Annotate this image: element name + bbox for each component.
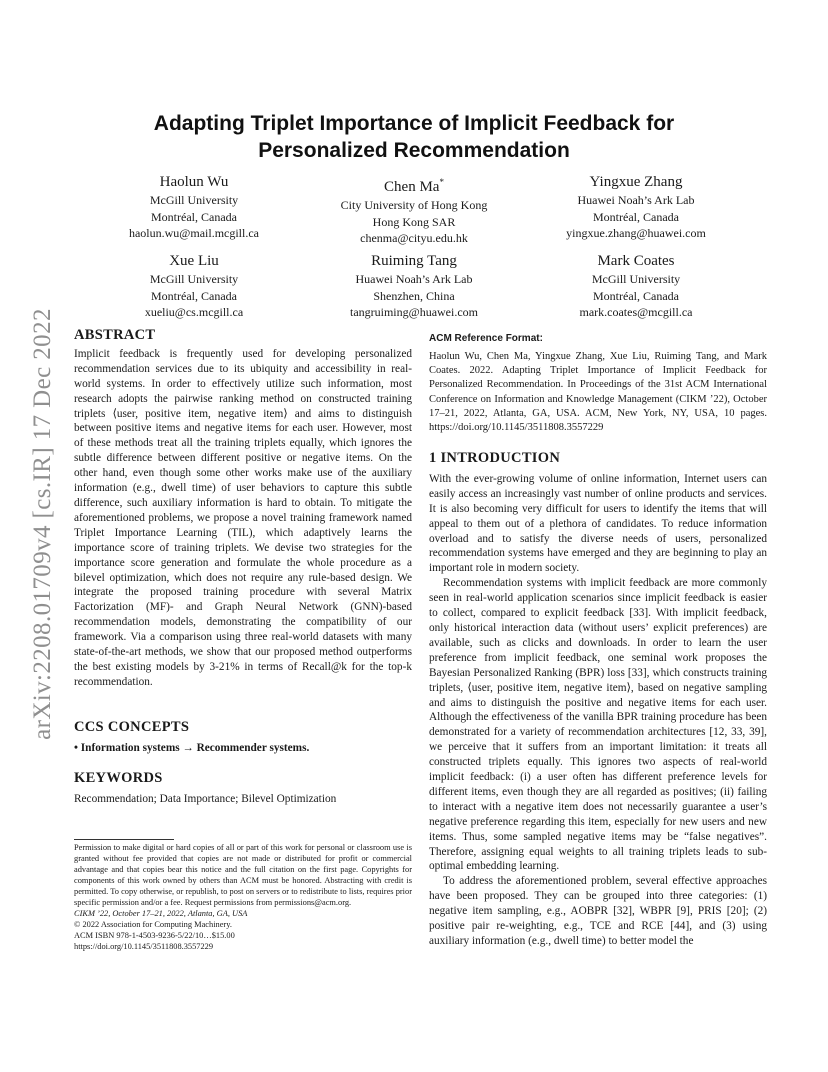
author-block: [294, 173, 534, 247]
abstract-text: Implicit feedback is frequently used for developing personalized recommendation services due to its ubiquity and accessibility in real-world systems. In order to effectively utilize such information, most research adopts the pairwise ranking method on constructed training triplets ⟨user, positive item, negative item⟩ and aims to distinguish between positive items and negative items for each user. However, most of these methods treat all the training triplets equally, which ignores the subtle difference between different positive or negative items. On the other hand, even though some other works make use of the auxiliary information (e.g., dwell time) of user behaviors to capture this subtle difference, such auxiliary information is hard to obtain. To mitigate the aforementioned problems, we propose a novel training framework named Triplet Importance Learning (TIL), which adaptively learns the importance score of training triplets. We devise two strategies for the importance score generation and formulate the whole procedure as a bilevel optimization, which does not require any rule-based design. We integrate the proposed training procedure with several Matrix Factorization (MF)- and Graph Neural Network (GNN)-based recommendation models, demonstrating the compatibility of our framework. Via a comparison using three real-world datasets with many state-of-the-art methods, we show that our proposed method outperforms the best existing models by 3-21% in terms of Recall@k for the top-k recommendation.: [74, 347, 412, 688]
isbn-line: ACM ISBN 978-1-4503-9236-5/22/10…$15.00: [74, 931, 235, 940]
author-name: Haolun Wu: [159, 174, 229, 190]
author-name: Ruiming Tang: [371, 253, 457, 269]
author-email: tangruiming@huawei.com: [349, 305, 479, 319]
permission-notice: Permission to make digital or hard copies of all or part of this work for personal or classroom use is granted without fee provided that copies are not made or distributed for profit or commercial advantage and that copies bear this notice and the full citation on the first page. Copyrights for components of this work owned by others than ACM must be honored. Abstracting with credit is permitted. To copy otherwise, or republish, to post on servers or to redistribute to lists, requires prior specific permission and/or a fee. Request permissions from permissions@acm.org.: [74, 843, 412, 907]
author-affiliation: Huawei Noah’s Ark Lab: [577, 193, 695, 207]
author-block: [74, 173, 314, 242]
copyright-line: © 2022 Association for Computing Machinery.: [74, 920, 232, 929]
author-location: Montréal, Canada: [593, 209, 679, 224]
doi-line: https://doi.org/10.1145/3511808.3557229: [74, 942, 214, 951]
author-email: haolun.wu@mail.mcgill.ca: [128, 226, 260, 240]
keywords-text: Recommendation; Data Importance; Bilevel Optimization: [74, 792, 337, 805]
arxiv-stamp-text: arXiv:2208.01709v4 [cs.IR] 17 Dec 2022: [29, 308, 56, 740]
author-name-text: Chen Ma: [384, 179, 440, 195]
author-location: Montréal, Canada: [151, 288, 237, 303]
author-location: Hong Kong SAR: [372, 214, 456, 229]
author-block: [74, 252, 314, 321]
author-email: xueliu@cs.mcgill.ca: [144, 305, 244, 319]
author-email: chenma@cityu.edu.hk: [360, 231, 468, 245]
author-block: [294, 252, 534, 321]
author-name: [294, 173, 534, 197]
ccs-item: • Information systems → Recommender systems.: [74, 741, 310, 754]
keywords-heading: KEYWORDS: [74, 770, 163, 786]
paper-title: [74, 110, 754, 164]
author-location: Montréal, Canada: [593, 288, 679, 303]
author-affiliation: City University of Hong Kong: [340, 198, 488, 212]
author-name: Xue Liu: [169, 253, 219, 269]
acm-reference-text: Haolun Wu, Chen Ma, Yingxue Zhang, Xue Liu, Ruiming Tang, and Mark Coates. 2022. Adapting Triplet Importance of Implicit Feedback for Personalized Recommendation. In Proceedings of the 31st ACM International Conference on Information and Knowledge Management (CIKM ’22), October 17–21, 2022, Atlanta, GA, USA. ACM, New York, NY, USA, 10 pages. https://doi.org/10.1145/3511808.3557229: [429, 350, 767, 433]
acm-reference-section: [429, 332, 767, 435]
author-affiliation: McGill University: [149, 193, 239, 207]
intro-paragraph-2: Recommendation systems with implicit feedback are more commonly seen in real-world application scenarios since implicit feedback is easier to collect, compared to explicit feedback [33]. With implicit feedback, only historical interaction data (without users’ explicit preferences) are available, such as clicks and downloads. In order to learn the user preference from implicit feedback, one seminal work proposes the Bayesian Personalized Ranking (BPR) loss [33], which constructs training triplets, ⟨user, positive item, negative item⟩, based on negative sampling and aims to distinguish the positive and negative items for each user. Although the effectiveness of the vanilla BPR training procedure has been demonstrated for a variety of recommendation architectures [12, 33, 39], we perceive that it suffers from an important limitation: it treats all constructed triplets equally. This ignores two aspects of real-world implicit feedback: (i) a user often has different preference levels for different items, even though they are all regarded as positives; (ii) failing to interact with a negative item does not necessarily guarantee a user’s negative preference regarding this item, especially for new users and new items. Thus, some sampled negative items may be “false negatives”. Therefore, assigning equal weights to all training triplets leads to sub-optimal embedding learning.: [429, 577, 767, 873]
intro-paragraph-3: To address the aforementioned problem, several effective approaches have been proposed. They can be grouped into three categories: (1) negative item sampling, e.g., AOBPR [32], WBPR [9], PRIS [20]; (2) positive pair re-weighting, e.g., TCE and RCE [44], and (3) using auxiliary information (e.g., dwell time) to better model the: [429, 875, 767, 947]
acm-reference-heading: ACM Reference Format:: [429, 333, 543, 344]
author-location: Montréal, Canada: [151, 209, 237, 224]
introduction-section: [429, 451, 767, 949]
author-affiliation: McGill University: [149, 272, 239, 286]
author-email: mark.coates@mcgill.ca: [579, 305, 693, 319]
ccs-section: [74, 720, 412, 756]
ccs-heading: CCS CONCEPTS: [74, 719, 190, 735]
keywords-section: [74, 771, 412, 807]
title-line-2: Personalized Recommendation: [258, 139, 570, 162]
author-affiliation: McGill University: [591, 272, 681, 286]
introduction-heading: 1 INTRODUCTION: [429, 450, 561, 466]
title-line-1: Adapting Triplet Importance of Implicit Feedback for: [153, 112, 675, 135]
abstract-heading: ABSTRACT: [74, 327, 156, 343]
conference-line: CIKM ’22, October 17–21, 2022, Atlanta, GA, USA: [74, 909, 248, 918]
arxiv-stamp: [22, 294, 64, 754]
copyright-footnote: [74, 842, 412, 952]
author-name: Mark Coates: [597, 253, 675, 269]
abstract-section: [74, 328, 412, 690]
author-email: yingxue.zhang@huawei.com: [566, 226, 706, 240]
author-footnote-mark: *: [439, 177, 444, 187]
author-name: Yingxue Zhang: [589, 174, 683, 190]
author-block: [516, 173, 756, 242]
author-affiliation: Huawei Noah’s Ark Lab: [355, 272, 473, 286]
author-block: [516, 252, 756, 321]
author-location: Shenzhen, China: [373, 288, 455, 303]
intro-paragraph-1: With the ever-growing volume of online information, Internet users can easily access an increasingly vast number of online products and services. It is also becoming very difficult for users to identify the items that will appeal to them out of a plethora of candidates. To reduce information overload and to satisfy the diverse needs of users, personalized recommendation systems have emerged and they are beginning to play an important role in modern society.: [429, 472, 767, 575]
footnote-divider: [74, 839, 174, 840]
